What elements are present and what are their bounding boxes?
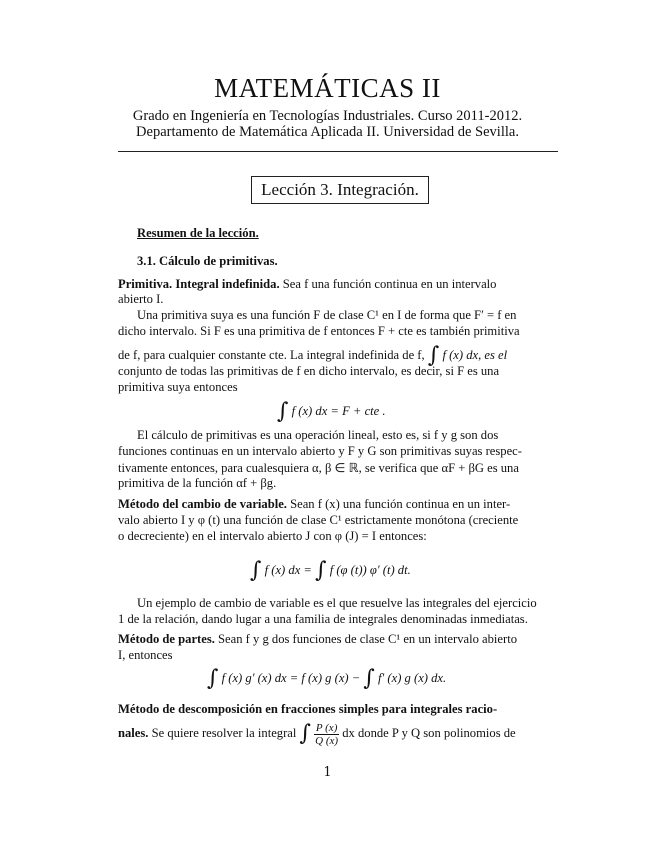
- ejemplo-line-2: 1 de la relación, dando lugar a una familia de integrales denominadas inmediatas.: [118, 612, 528, 626]
- primitiva-line-1: [118, 277, 496, 292]
- document-title: MATEMÁTICAS II: [214, 73, 441, 103]
- p2-line-2: dicho intervalo. Si F es una primitiva de f entonces F + cte es también primitiva: [118, 324, 520, 338]
- p2-line-3-math: f (x) dx, es el: [442, 348, 508, 362]
- equation-integration-by-parts: [207, 666, 446, 691]
- equation-parts-right: f′ (x) g (x) dx.: [378, 671, 447, 685]
- descomp-text-a: Se quiere resolver la integral: [151, 726, 297, 740]
- p2-line-1: Una primitiva suya es una función F de clase C¹ en I de forma que F′ = f en: [137, 308, 517, 322]
- equation-parts-left: f (x) g′ (x) dx = f (x) g (x) −: [221, 671, 361, 685]
- equation-change-left: f (x) dx =: [264, 563, 312, 577]
- integral-sign: ∫: [427, 343, 440, 368]
- integral-sign: ∫: [299, 721, 312, 746]
- integral-sign: ∫: [277, 399, 289, 424]
- integral-sign: ∫: [363, 666, 375, 691]
- p3-line-1: El cálculo de primitivas es una operación lineal, esto es, si f y g son dos: [137, 428, 499, 442]
- p3-line-3: tivamente entonces, para cualesquiera α, β ∈ ℝ, se verifica que αF + βG es una: [118, 461, 519, 475]
- descomp-heading-line-2: nales.: [118, 726, 149, 740]
- header-rule: [118, 151, 558, 152]
- integral-sign: ∫: [207, 666, 219, 691]
- primitiva-line-2: abierto I.: [118, 292, 164, 306]
- cambio-heading: Método del cambio de variable.: [118, 497, 287, 511]
- primitiva-text: Sea f una función continua en un intervalo: [282, 277, 497, 291]
- partes-line-1: [118, 632, 517, 647]
- fraction-numerator: P (x): [315, 721, 338, 734]
- partes-text: Sean f y g dos funciones de clase C¹ en un intervalo abierto: [218, 632, 517, 646]
- cambio-line-3: o decreciente) en el intervalo abierto J con φ (J) = I entonces:: [118, 529, 427, 543]
- p3-line-2: funciones continuas en un intervalo abierto y F y G son primitivas suyas respec-: [118, 444, 522, 458]
- cambio-text: Sean f (x) una función continua en un inter-: [290, 497, 511, 511]
- section-heading: 3.1. Cálculo de primitivas.: [137, 254, 278, 268]
- equation-indefinite-integral-text: f (x) dx = F + cte .: [291, 404, 386, 418]
- descomp-heading-line-1: Método de descomposición en fracciones simples para integrales racio-: [118, 702, 498, 716]
- subtitle-department: Departamento de Matemática Aplicada II. Universidad de Sevilla.: [136, 124, 519, 140]
- equation-change-of-variable: [250, 558, 411, 583]
- p3-line-4: primitiva de la función αf + βg.: [118, 476, 277, 490]
- rational-fraction: [314, 722, 339, 747]
- primitiva-heading: Primitiva. Integral indefinida.: [118, 277, 280, 291]
- p2-line-3-text: de f, para cualquier constante cte. La integral indefinida de f,: [118, 348, 425, 362]
- summary-heading: Resumen de la lección.: [137, 226, 259, 240]
- p2-line-5: primitiva suya entonces: [118, 380, 238, 394]
- page-number: 1: [323, 764, 332, 779]
- partes-line-2: I, entonces: [118, 648, 173, 662]
- cambio-line-1: [118, 497, 510, 512]
- fraction-denominator: Q (x): [315, 734, 339, 747]
- equation-indefinite-integral: [277, 399, 386, 424]
- subtitle-degree: Grado en Ingeniería en Tecnologías Industriales. Curso 2011-2012.: [132, 108, 523, 124]
- partes-heading: Método de partes.: [118, 632, 215, 646]
- equation-change-right: f (φ (t)) φ′ (t) dt.: [329, 563, 411, 577]
- ejemplo-line-1: Un ejemplo de cambio de variable es el que resuelve las integrales del ejercicio: [137, 596, 537, 610]
- p2-line-4: conjunto de todas las primitivas de f en dicho intervalo, es decir, si F es una: [118, 364, 500, 378]
- lesson-title-box: Lección 3. Integración.: [251, 176, 429, 204]
- descomp-line-1: [118, 721, 516, 747]
- cambio-line-2: valo abierto I y φ (t) una función de clase C¹ estrictamente monótona (creciente: [118, 513, 519, 527]
- descomp-text-b: dx donde P y Q son polinomios de: [342, 726, 516, 740]
- integral-sign: ∫: [250, 558, 262, 583]
- integral-sign: ∫: [315, 558, 327, 583]
